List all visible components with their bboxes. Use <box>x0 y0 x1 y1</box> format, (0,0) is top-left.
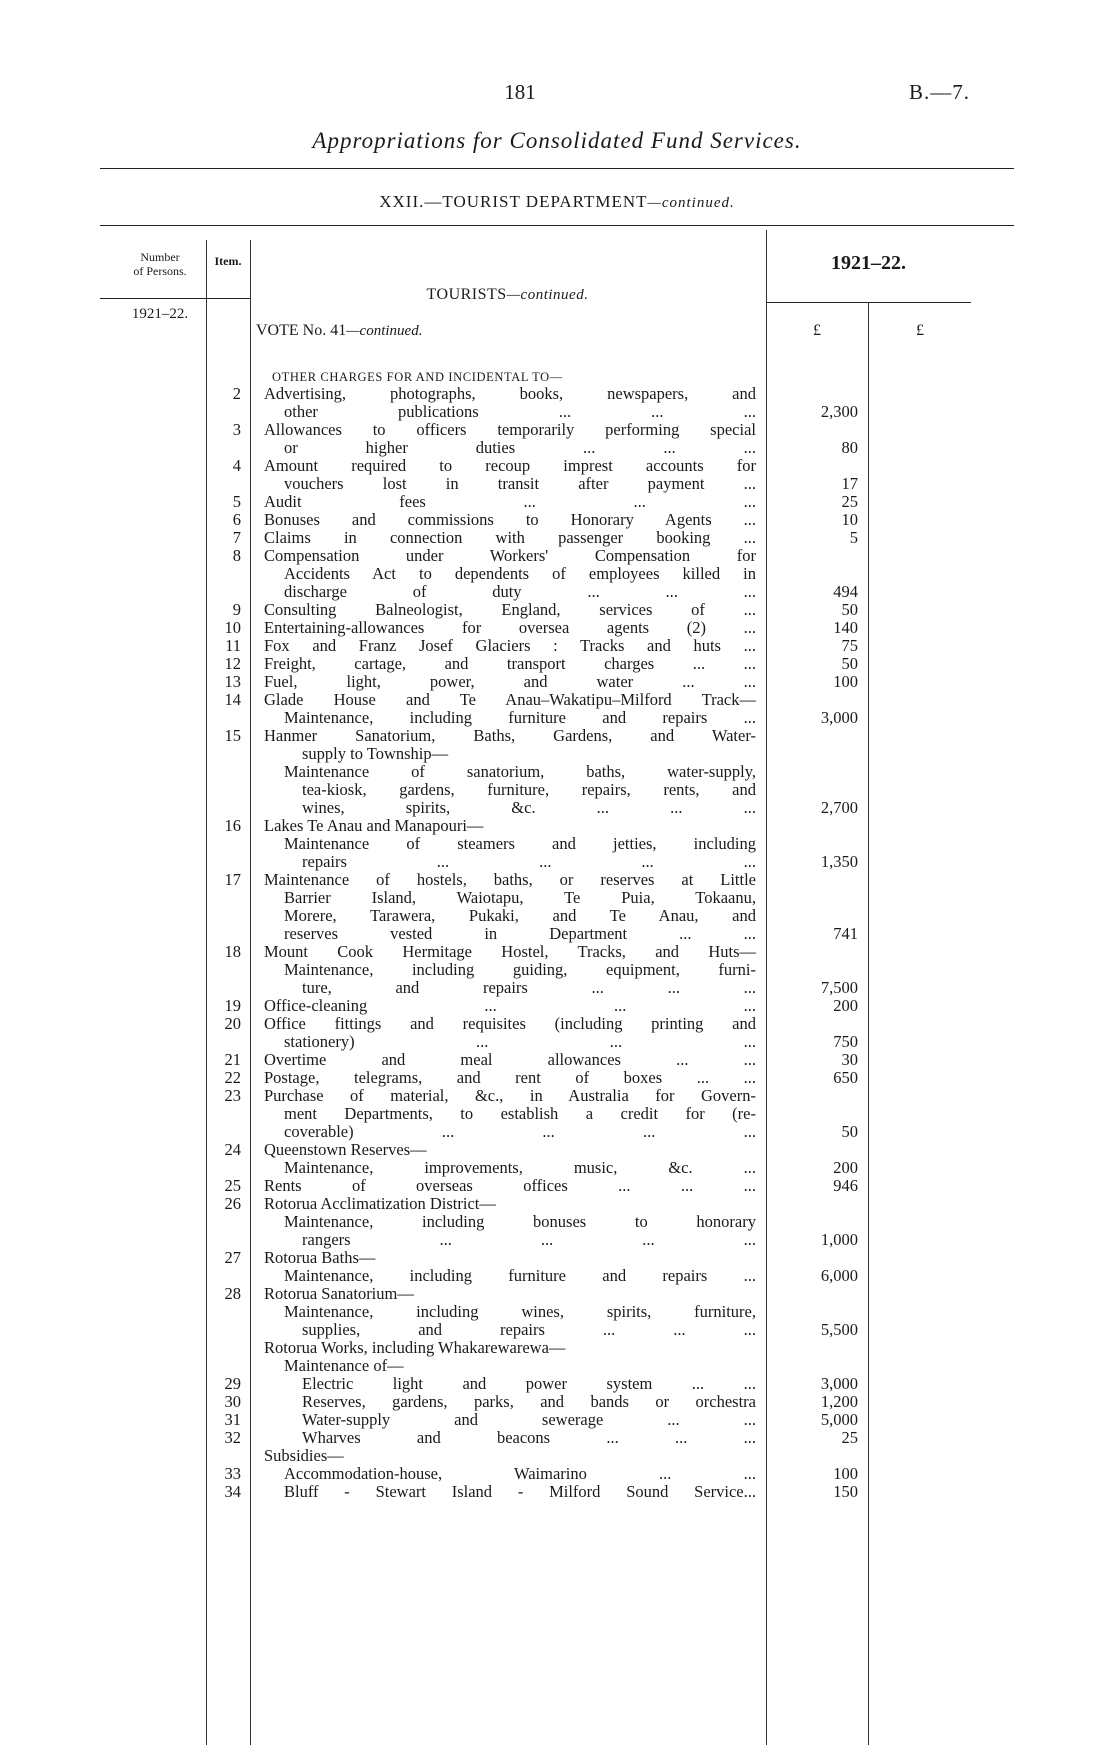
table-row <box>0 1176 1114 1196</box>
table-row <box>0 1410 1114 1430</box>
item-amount: 25 <box>841 1428 858 1447</box>
item-amount: 10 <box>841 510 858 529</box>
tourists-heading <box>250 286 765 304</box>
item-number: 22 <box>224 1068 241 1087</box>
item-description: supplies, and repairs ... ... ... <box>302 1320 756 1339</box>
item-description: Fuel, light, power, and water ... ... <box>264 672 756 691</box>
item-description: Allowances to officers temporarily performing special <box>264 420 756 439</box>
table-row <box>0 1050 1114 1070</box>
item-amount: 946 <box>833 1176 858 1195</box>
item-number: 26 <box>224 1194 241 1213</box>
table-row <box>0 1302 1114 1322</box>
item-amount: 5,500 <box>820 1320 858 1339</box>
vote-label: VOTE No. 41 <box>256 322 347 339</box>
item-number: 25 <box>224 1176 241 1195</box>
item-description: Rents of overseas offices ... ... ... <box>264 1176 756 1195</box>
item-description: Audit fees ... ... ... <box>264 492 756 511</box>
item-description: Consulting Balneologist, England, services of ... <box>264 600 756 619</box>
vote-continued: —continued. <box>346 323 423 339</box>
item-header: Item. <box>214 254 242 268</box>
item-description: Maintenance, including wines, spirits, furniture, <box>284 1302 756 1321</box>
table-row <box>0 978 1114 998</box>
table-row <box>0 1446 1114 1466</box>
item-amount: 5,000 <box>820 1410 858 1429</box>
item-number: 6 <box>232 510 241 529</box>
item-amount: 5 <box>849 528 858 547</box>
item-amount: 100 <box>833 1464 858 1483</box>
tourists-continued: —continued. <box>506 287 589 303</box>
table-top-rule <box>100 225 1014 226</box>
item-description: Rotorua Acclimatization District— <box>264 1194 496 1213</box>
item-number: 23 <box>224 1086 241 1105</box>
persons-year: 1921–22. <box>131 306 189 322</box>
year-header: 1921–22. <box>831 252 906 274</box>
item-description: Maintenance of sanatorium, baths, water-supply, <box>284 762 756 781</box>
item-amount: 50 <box>841 600 858 619</box>
item-amount: 75 <box>841 636 858 655</box>
table-row <box>0 1086 1114 1106</box>
item-amount: 200 <box>833 1158 858 1177</box>
item-description: Purchase of material, &c., in Australia for Govern- <box>264 1086 756 1105</box>
item-number: 17 <box>224 870 241 889</box>
item-description: Compensation under Workers' Compensation for <box>264 546 756 565</box>
table-row <box>0 1266 1114 1286</box>
item-amount: 2,300 <box>820 402 858 421</box>
table-row <box>0 690 1114 710</box>
item-description: discharge of duty ... ... ... <box>284 582 756 601</box>
page-number: 181 <box>504 80 536 104</box>
item-description: ment Departments, to establish a credit for (re- <box>284 1104 756 1123</box>
item-amount: 650 <box>833 1068 858 1087</box>
item-description: Fox and Franz Josef Glaciers : Tracks and huts ... <box>264 636 756 655</box>
item-description: wines, spirits, &c. ... ... ... <box>302 798 756 817</box>
item-description: Rotorua Sanatorium— <box>264 1284 414 1303</box>
table-row <box>0 924 1114 944</box>
item-number: 19 <box>224 996 241 1015</box>
table-row <box>0 1248 1114 1268</box>
item-description: Office-cleaning ... ... ... <box>264 996 756 1015</box>
item-description: Maintenance, including guiding, equipment, furni- <box>284 960 756 979</box>
table-row <box>0 798 1114 818</box>
item-number: 14 <box>224 690 241 709</box>
item-description: Overtime and meal allowances ... ... <box>264 1050 756 1069</box>
item-amount: 741 <box>833 924 858 943</box>
table-row <box>0 726 1114 746</box>
item-number: 32 <box>224 1428 241 1447</box>
tourists-label: TOURISTS <box>426 286 507 303</box>
department-continued: —continued. <box>647 195 735 211</box>
item-amount: 17 <box>841 474 858 493</box>
item-description: rangers ... ... ... ... <box>302 1230 756 1249</box>
department-name: XXII.—TOURIST DEPARTMENT <box>379 192 648 211</box>
item-description: Rotorua Baths— <box>264 1248 376 1267</box>
table-row <box>0 1068 1114 1088</box>
table-row <box>0 960 1114 980</box>
item-description: Mount Cook Hermitage Hostel, Tracks, and Huts— <box>264 942 756 961</box>
item-amount: 494 <box>833 582 858 601</box>
item-description: Rotorua Works, including Whakarewarewa— <box>264 1338 566 1357</box>
item-description: Advertising, photographs, books, newspapers, and <box>264 384 756 403</box>
item-description: Accommodation-house, Waimarino ... ... <box>284 1464 756 1483</box>
table-row <box>0 1338 1114 1358</box>
table-row <box>0 1104 1114 1124</box>
table-row <box>0 780 1114 800</box>
item-description: reserves vested in Department ... ... <box>284 924 756 943</box>
table-row <box>0 528 1114 548</box>
table-row <box>0 1140 1114 1160</box>
table-row <box>0 708 1114 728</box>
table-row <box>0 996 1114 1016</box>
item-number: 7 <box>232 528 241 547</box>
item-number: 11 <box>225 636 241 655</box>
table-row <box>0 474 1114 494</box>
item-description: Hanmer Sanatorium, Baths, Gardens, and Water- <box>264 726 756 745</box>
item-number: 12 <box>224 654 241 673</box>
item-number: 24 <box>224 1140 241 1159</box>
item-amount: 2,700 <box>820 798 858 817</box>
item-number: 3 <box>232 420 241 439</box>
item-amount: 150 <box>833 1482 858 1501</box>
item-number: 31 <box>224 1410 241 1429</box>
document-reference: B.—7. <box>908 80 970 104</box>
item-number: 10 <box>224 618 241 637</box>
item-amount: 140 <box>833 618 858 637</box>
item-description: Maintenance, including furniture and repairs ... <box>284 1266 756 1285</box>
item-number: 34 <box>224 1482 241 1501</box>
table-row <box>0 1356 1114 1376</box>
item-amount: 25 <box>841 492 858 511</box>
item-number: 29 <box>224 1374 241 1393</box>
title-rule <box>100 168 1014 169</box>
item-number: 9 <box>232 600 241 619</box>
table-row <box>0 1230 1114 1250</box>
item-description: ture, and repairs ... ... ... <box>302 978 756 997</box>
item-description: stationery) ... ... ... <box>284 1032 756 1051</box>
currency-symbol-right: £ <box>916 322 924 339</box>
item-amount: 80 <box>841 438 858 457</box>
item-number: 2 <box>232 384 241 403</box>
item-amount: 50 <box>841 654 858 673</box>
item-number: 20 <box>224 1014 241 1033</box>
item-number: 30 <box>224 1392 241 1411</box>
table-row <box>0 1158 1114 1178</box>
item-description: or higher duties ... ... ... <box>284 438 756 457</box>
item-amount: 200 <box>833 996 858 1015</box>
page-title: Appropriations for Consolidated Fund Services. <box>312 128 802 153</box>
item-description: vouchers lost in transit after payment ... <box>284 474 756 493</box>
table-row <box>0 834 1114 854</box>
table-row <box>0 438 1114 458</box>
item-number: 4 <box>232 456 241 475</box>
table-row <box>0 1374 1114 1394</box>
item-number: 33 <box>224 1464 241 1483</box>
item-description: Accidents Act to dependents of employees killed in <box>284 564 756 583</box>
item-amount: 50 <box>841 1122 858 1141</box>
table-row <box>0 1428 1114 1448</box>
table-row <box>0 636 1114 656</box>
table-row <box>0 1212 1114 1232</box>
item-description: Freight, cartage, and transport charges ... ... <box>264 654 756 673</box>
table-row <box>0 384 1114 404</box>
item-description: Maintenance of hostels, baths, or reserves at Little <box>264 870 756 889</box>
table-row <box>0 744 1114 764</box>
item-number: 15 <box>224 726 241 745</box>
item-number: 28 <box>224 1284 241 1303</box>
item-number: 27 <box>224 1248 241 1267</box>
table-row <box>0 870 1114 890</box>
item-description: Maintenance of steamers and jetties, including <box>284 834 756 853</box>
item-amount: 3,000 <box>820 1374 858 1393</box>
item-number: 13 <box>224 672 241 691</box>
item-description: Entertaining-allowances for oversea agents (2) ... <box>264 618 756 637</box>
item-amount: 1,200 <box>820 1392 858 1411</box>
item-number: 16 <box>224 816 241 835</box>
item-description: Amount required to recoup imprest accounts for <box>264 456 756 475</box>
item-description: coverable) ... ... ... ... <box>284 1122 756 1141</box>
item-amount: 100 <box>833 672 858 691</box>
item-description: tea-kiosk, gardens, furniture, repairs, rents, and <box>302 780 756 799</box>
table-row <box>0 1122 1114 1142</box>
table-row <box>0 1284 1114 1304</box>
vote-heading <box>256 322 422 340</box>
item-description: Subsidies— <box>264 1446 344 1465</box>
table-row <box>0 618 1114 638</box>
item-description: Electric light and power system ... ... <box>302 1374 756 1393</box>
item-description: repairs ... ... ... ... <box>302 852 756 871</box>
item-amount: 6,000 <box>820 1266 858 1285</box>
table-row <box>0 600 1114 620</box>
item-description: Bonuses and commissions to Honorary Agents ... <box>264 510 756 529</box>
table-row <box>0 546 1114 566</box>
table-row <box>0 510 1114 530</box>
table-row <box>0 852 1114 872</box>
item-amount: 750 <box>833 1032 858 1051</box>
other-charges-heading: OTHER CHARGES FOR AND INCIDENTAL TO— <box>272 370 563 384</box>
table-row <box>0 816 1114 836</box>
item-description: Queenstown Reserves— <box>264 1140 427 1159</box>
table-row <box>0 1464 1114 1484</box>
table-row <box>0 1482 1114 1502</box>
table-row <box>0 564 1114 584</box>
item-description: Postage, telegrams, and rent of boxes ... ... <box>264 1068 756 1087</box>
table-row <box>0 1320 1114 1340</box>
table-row <box>0 654 1114 674</box>
table-row <box>0 492 1114 512</box>
number-of-persons-line2: of Persons. <box>133 264 187 278</box>
table-row <box>0 1194 1114 1214</box>
year-header-rule <box>766 302 971 303</box>
department-heading <box>100 192 1014 212</box>
item-description: Claims in connection with passenger booking ... <box>264 528 756 547</box>
table-row <box>0 762 1114 782</box>
persons-header-rule <box>100 298 206 299</box>
table-row <box>0 1392 1114 1412</box>
currency-symbol-left: £ <box>813 322 821 339</box>
item-description: Barrier Island, Waiotapu, Te Puia, Tokaanu, <box>284 888 756 907</box>
item-header-rule <box>206 298 250 299</box>
number-of-persons-header <box>110 250 210 278</box>
item-description: other publications ... ... ... <box>284 402 756 421</box>
table-row <box>0 888 1114 908</box>
table-row <box>0 942 1114 962</box>
table-row <box>0 420 1114 440</box>
item-description: Maintenance of— <box>284 1356 404 1375</box>
item-amount: 7,500 <box>820 978 858 997</box>
item-description: supply to Township— <box>302 744 449 763</box>
item-description: Morere, Tarawera, Pukaki, and Te Anau, and <box>284 906 756 925</box>
table-row <box>0 906 1114 926</box>
item-amount: 3,000 <box>820 708 858 727</box>
table-row <box>0 582 1114 602</box>
item-description: Office fittings and requisites (including printing and <box>264 1014 756 1033</box>
item-amount: 1,350 <box>820 852 858 871</box>
item-number: 18 <box>224 942 241 961</box>
table-row <box>0 1014 1114 1034</box>
item-amount: 30 <box>841 1050 858 1069</box>
item-number: 5 <box>232 492 241 511</box>
item-description: Reserves, gardens, parks, and bands or orchestra <box>302 1392 756 1411</box>
item-amount: 1,000 <box>820 1230 858 1249</box>
item-number: 21 <box>224 1050 241 1069</box>
item-description: Maintenance, including bonuses to honorary <box>284 1212 756 1231</box>
item-description: Glade House and Te Anau–Wakatipu–Milford Track— <box>264 690 756 709</box>
item-number: 8 <box>232 546 241 565</box>
number-of-persons-line1: Number <box>140 250 180 264</box>
item-description: Bluff - Stewart Island - Milford Sound Service... <box>284 1482 756 1501</box>
item-description: Lakes Te Anau and Manapouri— <box>264 816 484 835</box>
table-row <box>0 672 1114 692</box>
table-row <box>0 402 1114 422</box>
table-row <box>0 456 1114 476</box>
item-description: Wharves and beacons ... ... ... <box>302 1428 756 1447</box>
item-description: Maintenance, including furniture and repairs ... <box>284 708 756 727</box>
table-row <box>0 1032 1114 1052</box>
item-description: Water-supply and sewerage ... ... <box>302 1410 756 1429</box>
item-description: Maintenance, improvements, music, &c. ... <box>284 1158 756 1177</box>
